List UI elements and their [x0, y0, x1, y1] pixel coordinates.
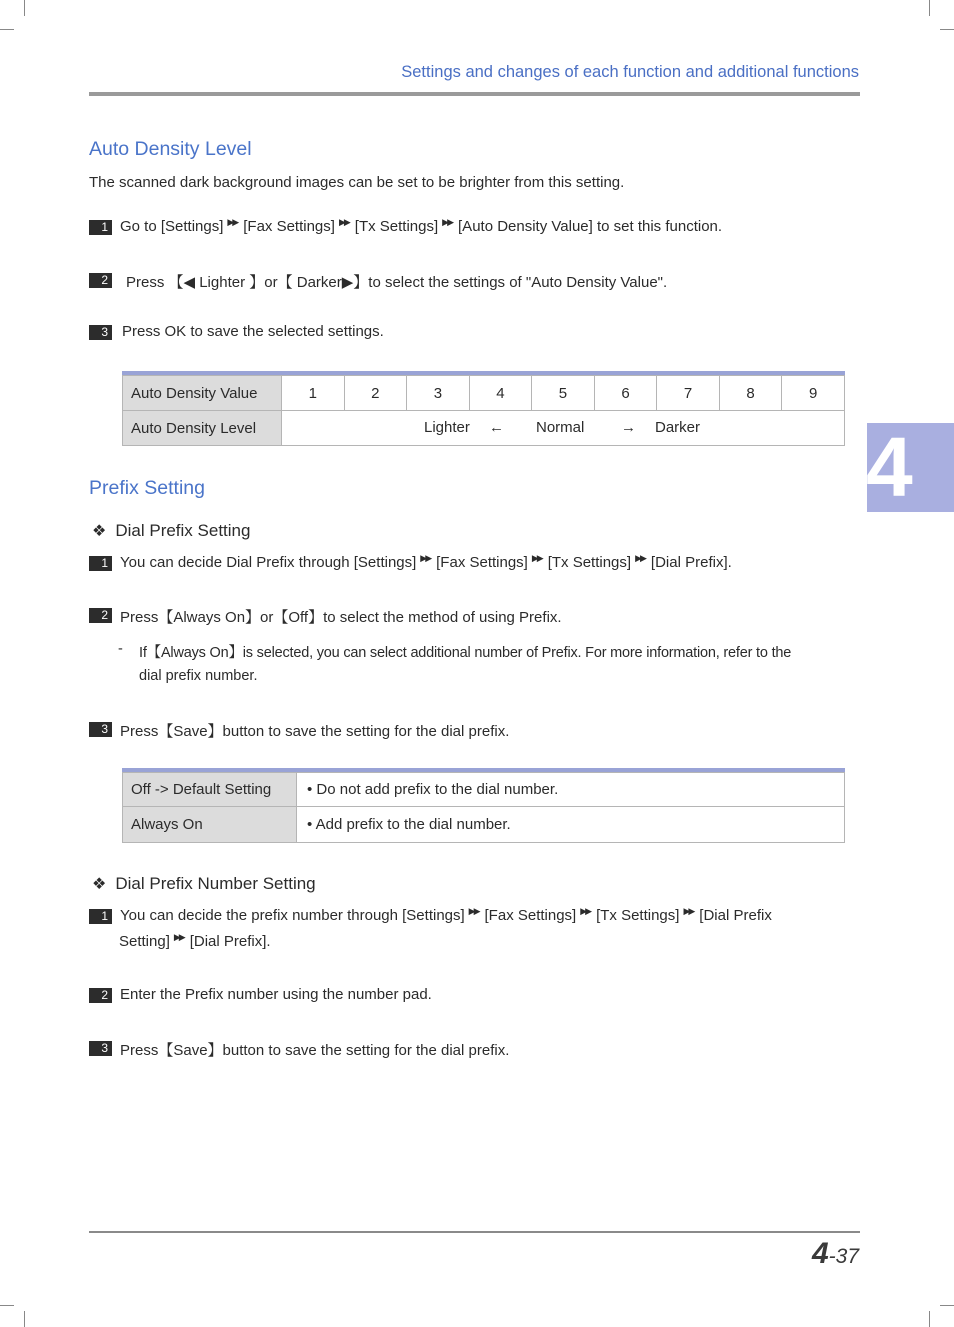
section-title-prefix: Prefix Setting [89, 477, 205, 499]
crop-mark [0, 1305, 14, 1306]
step-text: Press【Save】button to save the setting for the dial prefix. [120, 723, 510, 740]
chapter-tab [866, 420, 954, 514]
crop-mark [24, 1311, 25, 1327]
table-row [123, 411, 845, 446]
subsection-dial-prefix [92, 521, 250, 541]
crop-mark [929, 0, 930, 16]
table-header-cell: Auto Density Level [123, 411, 282, 446]
double-arrow-icon: ▶▶ [580, 906, 591, 916]
table-cell: • Add prefix to the dial number. [297, 807, 845, 843]
header-rule [89, 92, 860, 96]
crop-mark [940, 29, 954, 30]
page-number [812, 1237, 859, 1271]
diamond-bullet-icon: ❖ [92, 523, 107, 540]
normal-label: Normal [536, 419, 585, 436]
table-header-cell: Auto Density Value [123, 376, 282, 411]
auto-density-step-1 [89, 218, 722, 235]
double-arrow-icon: ▶▶ [442, 217, 453, 227]
table-row [123, 376, 845, 411]
running-header: Settings and changes of each function and additional functions [401, 63, 859, 81]
note-line-1: If【Always On】is selected, you can select additional number of Prefix. For more information, refer to the [139, 645, 792, 661]
double-arrow-icon: ▶▶ [635, 553, 645, 563]
section-title-auto-density: Auto Density Level [89, 138, 252, 160]
step-number: 1 [89, 556, 112, 571]
step-text: Press【Always On】or【Off】to select the method of using Prefix. [120, 609, 562, 626]
table-row [123, 773, 845, 807]
step-text: [Tx Settings] [547, 554, 632, 571]
step-number: 3 [89, 325, 112, 340]
step-text: [Dial Prefix]. [650, 554, 732, 571]
step-text: You can decide Dial Prefix through [Settings] [120, 554, 417, 571]
table-cell: 9 [782, 376, 845, 411]
crop-mark [0, 29, 14, 30]
table-cell: 7 [657, 376, 720, 411]
double-arrow-icon: ▶▶ [420, 553, 431, 563]
step-text: [Auto Density Value] to set this function. [458, 218, 723, 235]
footer-rule [89, 1231, 860, 1233]
page-chapter: 4 [811, 1237, 829, 1270]
crop-mark [24, 0, 25, 16]
table-header-cell: Off -> Default Setting [123, 773, 297, 807]
table-cell: 5 [532, 376, 595, 411]
prefix-table [122, 768, 845, 843]
double-arrow-icon: ▶▶ [338, 217, 349, 227]
step-text: Press【Save】button to save the setting for the dial prefix. [120, 1042, 510, 1059]
dial-prefix-number-step-2 [89, 986, 432, 1003]
auto-density-table [122, 371, 845, 446]
auto-density-step-3 [89, 323, 384, 340]
right-arrow-icon: → [621, 419, 636, 436]
subsection-dial-prefix-number [92, 874, 316, 894]
table-cell: 8 [719, 376, 782, 411]
double-arrow-icon: ▶▶ [468, 906, 479, 916]
lighter-label: Lighter [424, 419, 470, 436]
auto-density-intro: The scanned dark background images can be set to be brighter from this setting. [89, 174, 625, 191]
diamond-bullet-icon: ❖ [92, 876, 107, 893]
dial-prefix-number-step-3 [89, 1039, 509, 1060]
step-text: Enter the Prefix number using the number pad. [120, 986, 432, 1003]
step-text: [Tx Settings] [596, 907, 680, 924]
double-arrow-icon: ▶▶ [227, 217, 238, 227]
step-number: 1 [89, 909, 112, 924]
table-cell: 2 [344, 376, 407, 411]
density-scale-cell [282, 411, 845, 446]
note-line-2: dial prefix number. [139, 668, 258, 684]
step-text: [Fax Settings] [484, 907, 577, 924]
subsection-title: Dial Prefix Setting [115, 521, 251, 540]
step-text: [Fax Settings] [436, 554, 528, 571]
step-number: 2 [89, 988, 112, 1003]
dial-prefix-number-step-1 [89, 907, 772, 924]
auto-density-step-2 [89, 271, 667, 292]
step-text: [Tx Settings] [354, 218, 439, 235]
step-number: 2 [89, 608, 112, 623]
step-text: You can decide the prefix number through [Settings] [120, 907, 465, 924]
double-arrow-icon: ▶▶ [173, 932, 184, 942]
dial-prefix-step-2 [89, 606, 562, 627]
step-text: Go to [Settings] [120, 218, 224, 235]
subsection-title: Dial Prefix Number Setting [115, 874, 316, 893]
step-number: 1 [89, 220, 112, 235]
dial-prefix-step-1 [89, 554, 732, 571]
step-number: 3 [89, 1041, 112, 1056]
step-text: Setting] [119, 933, 170, 950]
table-cell: 4 [469, 376, 532, 411]
double-arrow-icon: ▶▶ [531, 553, 542, 563]
page-index: -37 [828, 1245, 859, 1268]
step-number: 2 [89, 273, 112, 288]
step-text: Press 【◀ Lighter 】or【 Darker▶】to select the settings of "Auto Density Value". [126, 274, 668, 291]
table-cell: • Do not add prefix to the dial number. [297, 773, 845, 807]
crop-mark [940, 1305, 954, 1306]
left-arrow-icon: ← [489, 419, 504, 436]
step-text: [Dial Prefix [699, 907, 772, 924]
darker-label: Darker [655, 419, 701, 436]
step-text: [Dial Prefix]. [189, 933, 271, 950]
step-text: [Fax Settings] [243, 218, 335, 235]
dial-prefix-step-3 [89, 720, 509, 741]
table-row [123, 807, 845, 843]
dial-prefix-number-step-1-line-2 [119, 933, 271, 950]
table-header-cell: Always On [123, 807, 297, 843]
step-number: 3 [89, 722, 112, 737]
crop-mark [929, 1311, 930, 1327]
chapter-tab-number: 4 [866, 420, 913, 514]
table-cell: 1 [282, 376, 345, 411]
double-arrow-icon: ▶▶ [683, 906, 694, 916]
table-cell: 6 [594, 376, 657, 411]
table-cell: 3 [407, 376, 470, 411]
step-text: Press OK to save the selected settings. [122, 323, 384, 340]
note-dash: - [118, 641, 123, 657]
